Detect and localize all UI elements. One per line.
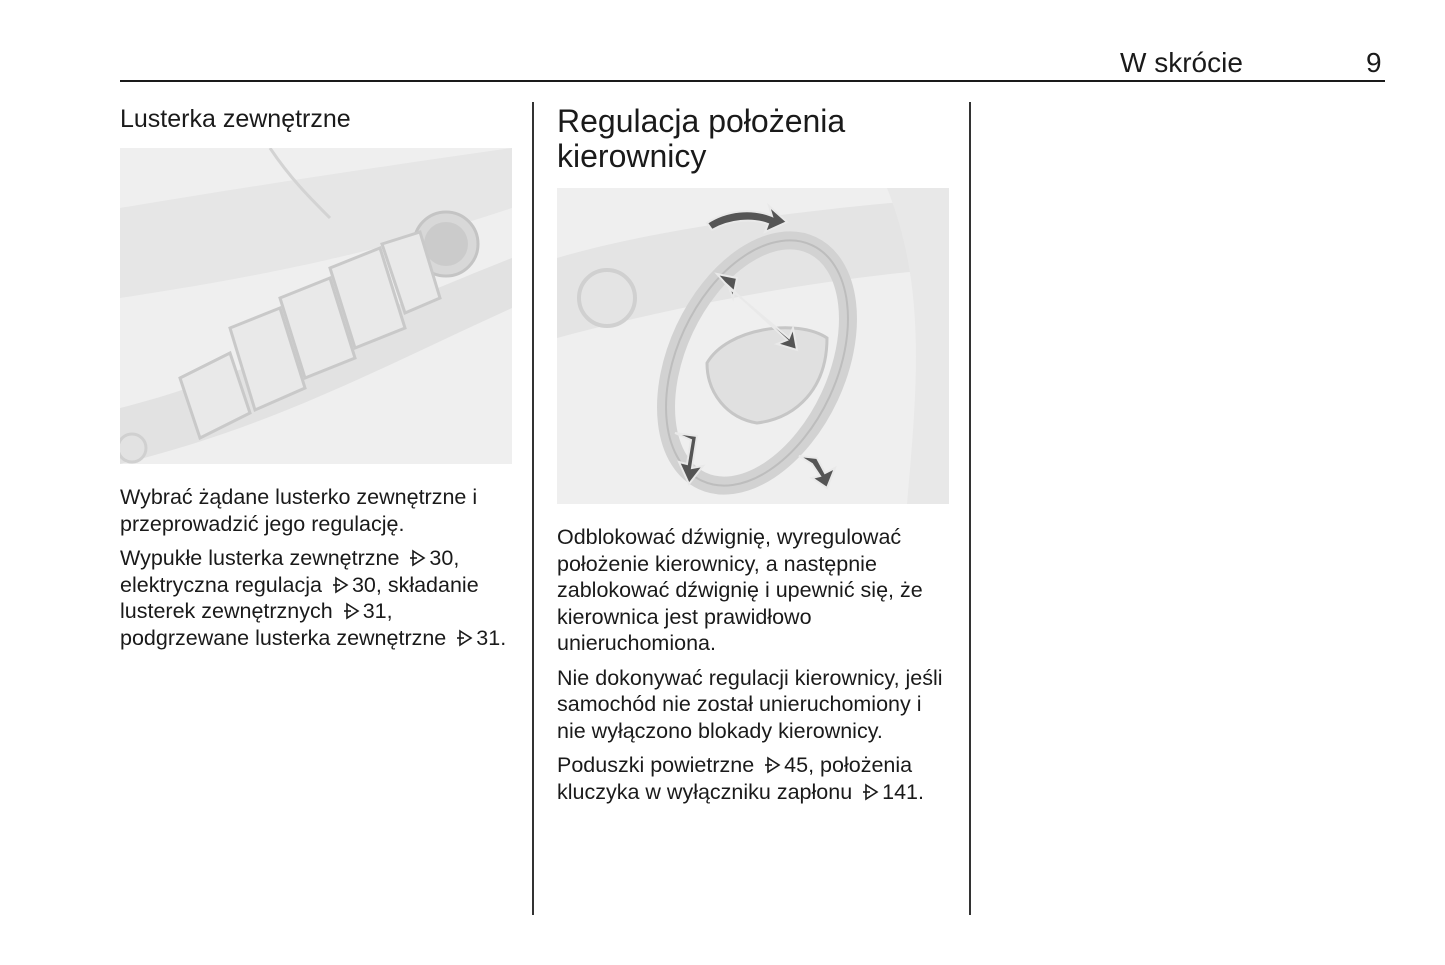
- page-reference-icon: [456, 629, 474, 647]
- page-reference-icon: [862, 783, 880, 801]
- paragraph-select-mirror: Wybrać żądane lusterko zewnętrzne i przeprowadzić jego regulację.: [120, 485, 478, 536]
- page-link-30[interactable]: 30: [429, 546, 454, 570]
- section-heading: Regulacja położenia kierownicy: [557, 103, 846, 174]
- paragraph-adjust-steering: Odblokować dźwignię, wyregulować położenie kierownicy, a następnie zablokować dźwignię i upewnić się, że kierownica jest prawidłowo unieruchomiona.: [557, 525, 923, 655]
- page-link-30b[interactable]: 30: [351, 572, 376, 597]
- page-reference-icon: [343, 602, 361, 620]
- column-divider-1: [532, 102, 534, 915]
- page-reference-icon: [332, 576, 350, 594]
- page-link-31[interactable]: 31: [362, 599, 387, 623]
- section-exterior-mirrors: [120, 104, 515, 659]
- header-title: W skrócie: [1120, 47, 1243, 78]
- paragraph-steering-references: Poduszki powietrzne 45, położenia kluczyka w wyłączniku zapłonu 141.: [557, 753, 924, 804]
- paragraph-steering-warning: Nie dokonywać regulacji kierownicy, jeśli samochód nie został unieruchomiony i nie wyłączono blokady kierownicy.: [557, 665, 943, 743]
- paragraph-mirror-references: Wypukłe lusterka zewnętrzne 30, elektryczna regulacja 30, składanie lusterek zewnętrznych 31, podgrzewane lusterka zewnętrzne 31.: [120, 546, 507, 650]
- page-link-31b[interactable]: 31: [476, 625, 501, 650]
- section-steering-adjustment: [557, 104, 952, 813]
- header-rule: [120, 80, 1385, 82]
- page-reference-icon: [764, 756, 782, 774]
- page-link-141[interactable]: 141: [882, 779, 919, 804]
- page-reference-icon: [409, 549, 427, 567]
- page-link-45[interactable]: 45: [784, 753, 809, 777]
- column-divider-2: [969, 102, 971, 915]
- door-panel-illustration: [120, 148, 512, 464]
- page-number: 9: [1366, 47, 1382, 78]
- steering-wheel-illustration: [557, 188, 949, 504]
- section-heading: Lusterka zewnętrzne: [120, 105, 351, 133]
